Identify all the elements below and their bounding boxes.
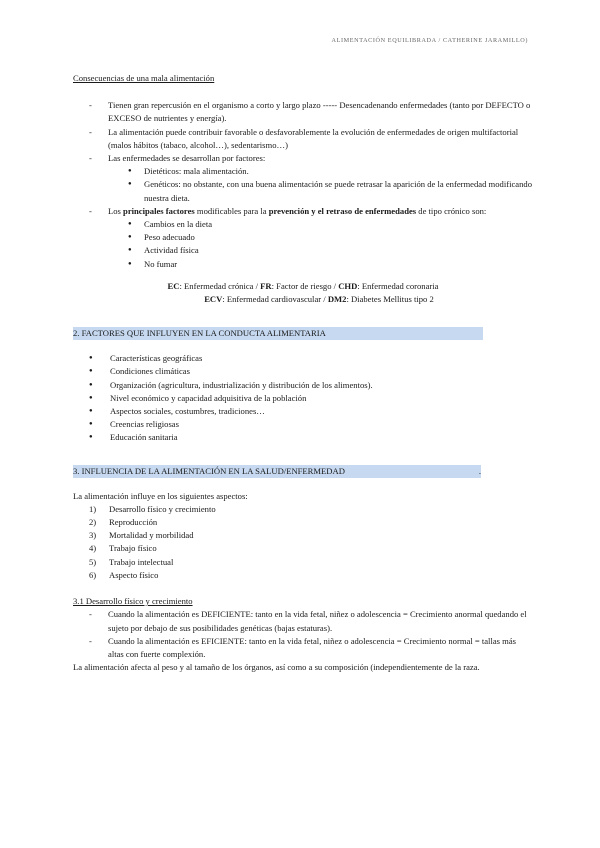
consecuencias-list [73,99,533,165]
list-item [73,231,533,244]
item-text: Nivel económico y capacidad adquisitiva de la población [110,392,307,403]
section-3-list [73,503,533,582]
list-item [73,516,533,529]
abbr-value: : Factor de riesgo / [271,280,339,291]
item-text: Condiciones climáticas [110,366,190,377]
list-item [73,503,533,516]
item-text: Dietéticos: mala alimentación. [144,166,249,177]
item-text: Genéticos: no obstante, con una buena alimentación se puede retrasar la aparición de la enfermedad modificando nuestra dieta. [144,179,532,203]
list-item [73,352,533,365]
list-item [73,635,533,661]
item-bold: prevención y el retraso de enfermedades [268,205,417,216]
abbr-value: : Enfermedad crónica / [179,280,261,291]
list-item [73,365,533,378]
list-item [73,152,533,165]
list-item [73,379,533,392]
item-text: La alimentación puede contribuir favorable o desfavorablemente la evolución de enfermedades de origen multifactorial (malos hábitos (tabaco, alcohol…), sedentarismo…) [108,126,519,150]
abbr-value: : Enfermedad cardiovascular / [222,294,328,305]
item-number: 3) [89,530,97,541]
section-2-heading [73,327,483,340]
list-item [73,165,533,178]
item-text: Actividad física [144,245,199,256]
list-item [73,569,533,582]
item-text: Cambios en la dieta [144,219,213,230]
item-text: Trabajo intelectual [109,556,174,567]
running-header: ALIMENTACIÓN EQUILIBRADA / CATHERINE JARAMILLO) [331,37,528,44]
section-2-title: 2. FACTORES QUE INFLUYEN EN LA CONDUCTA ALIMENTARIA [73,328,326,339]
consecuencias-title: Consecuencias de una mala alimentación [73,73,215,83]
list-item [73,405,533,418]
item-text: modificables para la [194,205,269,216]
item-text: Reproducción [109,517,158,528]
item-text: Aspecto físico [109,569,159,580]
abbr-key: FR [260,280,272,291]
consecuencias-list-cont [73,205,533,218]
item-bold: principales factores [123,205,195,216]
abbr-key: ECV [204,294,223,305]
section-3-1-closing: La alimentación afecta al peso y al tamaño de los órganos, así como a su composición (independientemente de la raza. [73,662,480,673]
item-text: No fumar [144,258,178,269]
item-number: 1) [89,503,97,514]
list-item [73,99,533,125]
item-text: Trabajo físico [109,543,157,554]
section-3-title: 3. INFLUENCIA DE LA ALIMENTACIÓN EN LA SALUD/ENFERMEDAD [73,465,345,476]
list-item [73,529,533,542]
item-text: Características geográficas [110,353,203,364]
list-item [73,392,533,405]
section-3-trail: . [478,465,481,476]
list-item [73,431,533,444]
item-text: Aspectos sociales, costumbres, tradiciones… [110,406,265,417]
item-number: 5) [89,556,97,567]
abbr-value: : Diabetes Mellitus tipo 2 [346,294,434,305]
item-text: Mortalidad y morbilidad [109,530,194,541]
item-number: 6) [89,569,97,580]
page-content [73,72,533,674]
item-text: Cuando la alimentación es DEFICIENTE: tanto en la vida fetal, niñez o adolescencia = Crecimiento anormal quedando el sujeto por debajo de sus posibilidades genéticas (bajas estaturas). [108,609,527,633]
item-text: de tipo crónico son: [416,205,487,216]
list-item [73,542,533,555]
item-text: Los [108,205,124,216]
item-text: Organización (agricultura, industrialización y distribución de los alimentos). [110,379,373,390]
factores-modificables-list [73,218,533,271]
item-text: Cuando la alimentación es EFICIENTE: tanto en la vida fetal, niñez o adolescencia = Crecimiento normal = tallas más altas con fuerte complexión. [108,635,516,659]
list-item [73,126,533,152]
list-item [73,556,533,569]
list-item [73,205,533,218]
list-item [73,244,533,257]
item-text: Tienen gran repercusión en el organismo a corto y largo plazo ----- Desencadenando enfermedades (tanto por DEFECTO o EXCESO de nutrientes y energía). [108,100,531,124]
abbreviations-line-1 [73,280,533,293]
section-3-heading [73,465,481,478]
abbr-value: : Enfermedad coronaria [357,280,439,291]
list-item [73,418,533,431]
item-number: 4) [89,543,97,554]
section-3-intro: La alimentación influye en los siguientes aspectos: [73,490,248,501]
section-3-1-title: 3.1 Desarrollo físico y crecimiento [73,596,193,607]
abbr-key: CHD [338,280,358,291]
item-number: 2) [89,517,97,528]
item-text: Peso adecuado [144,232,195,243]
factores-sublist [73,165,533,205]
abbr-key: EC [167,280,180,291]
abbr-key: DM2 [327,294,347,305]
section-3-1-list [73,608,533,661]
section-2-list [73,352,533,444]
item-text: Las enfermedades se desarrollan por factores: [108,153,266,164]
list-item [73,218,533,231]
list-item [73,608,533,634]
item-text: Educación sanitaria [110,432,178,443]
item-text: Creencias religiosas [110,419,179,430]
list-item [73,178,533,204]
abbreviations-line-2 [73,293,533,306]
item-text: Desarrollo físico y crecimiento [109,503,216,514]
list-item [73,258,533,271]
